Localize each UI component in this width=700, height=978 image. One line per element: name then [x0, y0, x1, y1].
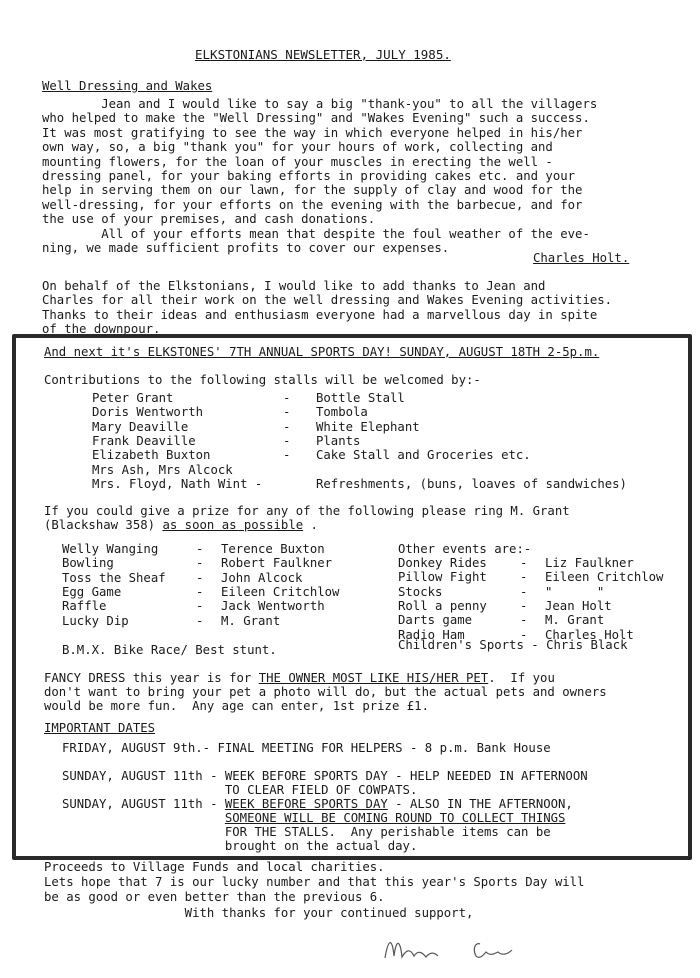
other-event-separator: -: [520, 598, 528, 613]
date-sunday-collect-4: brought on the actual day.: [62, 839, 418, 853]
well-dressing-line: ning, we made sufficient profits to cover our expenses.: [42, 241, 450, 255]
stall-name: Tombola: [316, 405, 368, 420]
footer-line: Proceeds to Village Funds and local charities.: [44, 860, 385, 874]
other-event-name: Darts game: [398, 613, 473, 628]
stall-name: Plants: [316, 433, 361, 448]
bmx-race: B.M.X. Bike Race/ Best stunt.: [62, 643, 277, 657]
event-name: Lucky Dip: [62, 613, 129, 628]
event-separator: -: [196, 613, 204, 628]
stall-separator: -: [283, 433, 291, 448]
other-event-organiser: " ": [545, 584, 605, 599]
well-dressing-line: own way, so, a big "thank you" for your hours of work, collecting and: [42, 140, 553, 155]
important-dates-heading: IMPORTANT DATES: [44, 721, 156, 735]
event-separator: -: [196, 570, 204, 585]
stall-volunteer: Frank Deaville: [92, 433, 196, 448]
childrens-sports: Children's Sports - Chris Black: [398, 638, 628, 652]
well-dressing-line: who helped to make the "Well Dressing" and "Wakes Evening" such a success.: [42, 111, 590, 126]
handwritten-signature: [380, 930, 540, 966]
prize-asap: as soon as possible: [162, 518, 304, 532]
well-dressing-line: dressing panel, for your baking efforts in providing cakes etc. and your: [42, 169, 576, 183]
footer-line: Lets hope that 7 is our lucky number and that this year's Sports Day will: [44, 875, 585, 890]
date3-week-before: WEEK BEFORE SPORTS DAY: [224, 797, 388, 811]
well-dressing-line: the use of your premises, and cash donations.: [42, 212, 376, 227]
stall-separator: -: [283, 405, 291, 420]
sports-day-headline: And next it's ELKSTONES' 7TH ANNUAL SPORTS DAY! SUNDAY, AUGUST 18TH 2-5p.m.: [44, 345, 600, 359]
thanks-line: of the downpour.: [42, 322, 161, 337]
stall-volunteer: Peter Grant: [92, 391, 174, 405]
other-event-organiser: Jean Holt: [545, 598, 612, 613]
date-sunday-cowpats-1: SUNDAY, AUGUST 11th - WEEK BEFORE SPORTS DAY - HELP NEEDED IN AFTERNOON: [62, 769, 588, 783]
stall-volunteer: Mrs. Floyd, Nath Wint -: [92, 476, 263, 491]
stall-separator: -: [283, 419, 291, 434]
date-sunday-collect-1: [62, 797, 573, 812]
stall-name: White Elephant: [316, 419, 420, 434]
other-event-separator: -: [520, 627, 528, 642]
other-event-organiser: Liz Faulkner: [545, 556, 634, 570]
date-sunday-cowpats-2: TO CLEAR FIELD OF COWPATS.: [62, 783, 418, 797]
contributions-intro: Contributions to the following stalls will be welcomed by:-: [44, 373, 481, 387]
other-event-organiser: Charles Holt: [545, 627, 634, 642]
prize-phone: (Blackshaw 358): [44, 518, 163, 532]
stall-volunteer: Doris Wentworth: [92, 405, 204, 420]
other-event-organiser: Eileen Critchlow: [545, 570, 664, 585]
thanks-line: Charles for all their work on the well dressing and Wakes Evening activities.: [42, 293, 613, 308]
thanks-line: On behalf of the Elkstonians, I would like to add thanks to Jean and: [42, 279, 546, 293]
event-organiser: Terence Buxton: [221, 542, 325, 556]
other-event-separator: -: [520, 613, 528, 628]
well-dressing-line: Jean and I would like to say a big "thank-you" to all the villagers: [42, 97, 598, 111]
event-separator: -: [196, 584, 204, 599]
newsletter-title: ELKSTONIANS NEWSLETTER, JULY 1985.: [195, 47, 451, 62]
fancy-dress-line-3: would be more fun. Any age can enter, 1st prize £1.: [44, 699, 429, 713]
stall-name: Refreshments, (buns, loaves of sandwiches): [316, 476, 627, 491]
well-dressing-heading: Well Dressing and Wakes: [42, 79, 213, 93]
event-organiser: John Alcock: [221, 570, 303, 585]
well-dressing-line: help in serving them on our lawn, for the supply of clay and wood for the: [42, 183, 583, 198]
event-organiser: Jack Wentworth: [221, 599, 325, 614]
date-sunday-collect-2: [62, 811, 565, 826]
thanks-line: Thanks to their ideas and enthusiasm everyone had a marvellous day in spite: [42, 307, 598, 322]
well-dressing-line: All of your efforts mean that despite the foul weather of the eve-: [42, 226, 590, 241]
fancy-dress-line-2: don't want to bring your pet a photo will do, but the actual pets and owners: [44, 685, 607, 699]
date3-prefix: SUNDAY, AUGUST 11th -: [62, 797, 225, 811]
stall-separator: -: [283, 391, 291, 405]
event-organiser: Robert Faulkner: [221, 556, 333, 571]
prize-line-1: If you could give a prize for any of the following please ring M. Grant: [44, 504, 570, 518]
stall-volunteer: Mary Deaville: [92, 419, 189, 434]
other-event-organiser: M. Grant: [545, 613, 605, 628]
event-organiser: M. Grant: [221, 613, 281, 628]
well-dressing-line: It was most gratifying to see the way in which everyone helped in his/her: [42, 125, 583, 140]
other-event-name: Roll a penny: [398, 598, 487, 613]
event-name: Bowling: [62, 556, 114, 571]
stall-name: Cake Stall and Groceries etc.: [316, 448, 531, 463]
fancy-dress-line-1: [44, 671, 555, 686]
event-name: Raffle: [62, 599, 107, 614]
footer-line: be as good or even better than the previous 6.: [44, 890, 385, 905]
event-separator: -: [196, 599, 204, 614]
other-event-name: Pillow Fight: [398, 570, 487, 585]
other-event-separator: -: [520, 584, 528, 599]
fancy-dress-suffix: . If you: [488, 671, 555, 685]
footer-line: With thanks for your continued support,: [44, 905, 474, 920]
event-name: Welly Wanging: [62, 542, 159, 556]
event-organiser: Eileen Critchlow: [221, 584, 340, 599]
event-separator: -: [196, 542, 204, 556]
well-dressing-line: mounting flowers, for the loan of your muscles in erecting the well -: [42, 154, 553, 169]
charles-holt-signature: Charles Holt.: [533, 251, 630, 265]
date-friday-meeting: FRIDAY, AUGUST 9th.- FINAL MEETING FOR HELPERS - 8 p.m. Bank House: [62, 741, 551, 755]
date3-suffix: - ALSO IN THE AFTERNOON,: [387, 797, 573, 811]
stall-name: Bottle Stall: [316, 391, 405, 405]
other-event-name: Stocks: [398, 584, 443, 599]
fancy-dress-prefix: FANCY DRESS this year is for: [44, 671, 259, 685]
event-name: Egg Game: [62, 584, 122, 599]
other-event-separator: -: [520, 570, 528, 585]
well-dressing-line: well-dressing, for your efforts on the evening with the barbecue, and for: [42, 197, 583, 212]
stall-volunteer: Elizabeth Buxton: [92, 448, 211, 463]
date3-someone: SOMEONE WILL BE COMING ROUND TO COLLECT THINGS: [224, 811, 566, 825]
stall-separator: -: [283, 448, 291, 463]
prize-line-2: [44, 518, 318, 533]
fancy-dress-theme: THE OWNER MOST LIKE HIS/HER PET: [258, 671, 489, 685]
date-sunday-collect-3: FOR THE STALLS. Any perishable items can be: [62, 825, 551, 839]
event-name: Toss the Sheaf: [62, 570, 166, 585]
other-event-separator: -: [520, 556, 528, 570]
other-events-heading: Other events are:-: [398, 542, 532, 556]
stall-volunteer: Mrs Ash, Mrs Alcock: [92, 462, 233, 477]
other-event-name: Radio Ham: [398, 627, 465, 642]
other-event-name: Donkey Rides: [398, 556, 487, 570]
event-separator: -: [196, 556, 204, 571]
prize-end: .: [303, 518, 318, 532]
